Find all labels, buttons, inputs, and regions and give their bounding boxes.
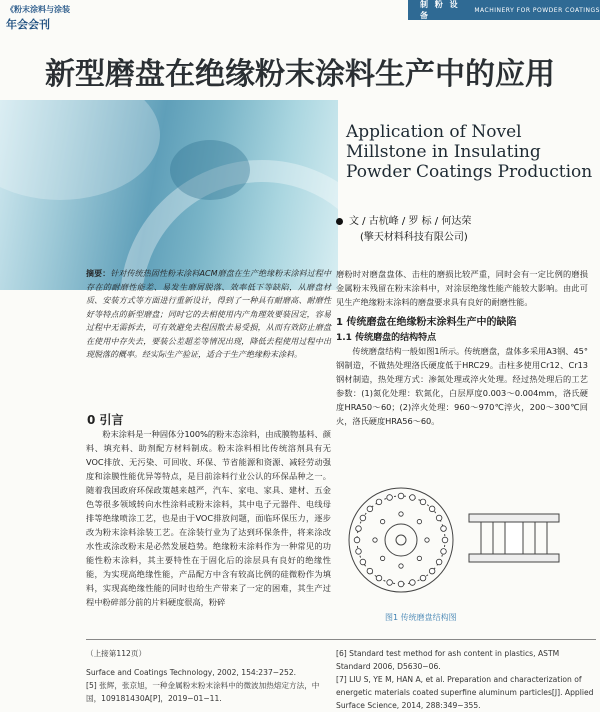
english-title: Application of Novel Millstone in Insulating Powder Coatings Production: [346, 122, 593, 182]
section-1-1-text: 传统磨盘结构一般如图1所示。传统磨盘，盘体多采用A3钢、45°钢制造，不做热处理洛氏硬度低于HRC29。击柱多使用Cr12、Cr13钢材制造，热处理方式：渗氮处理或淬火处理。经过热处理后的工艺参数：(1)氮化处理：软氮化，白层厚度0.003～0.004mm，洛氏硬度HRA50～60；(2)淬火处理：960～970℃淬火，200～300℃回火，洛氏硬度HRA56～60。: [336, 346, 588, 426]
abstract-text: 针对传统热固性粉末涂料ACM磨盘在生产绝缘粉末涂料过程中存在的耐磨性能差、易发生磨屑脱落、效率低下等缺陷，从磨盘材质、安装方式等方面进行重新设计，得到了一种具有耐磨高、耐磨性好等特点的新型磨盘；同时它的去相使用内产角理效要装因定，容易过程中无需拆去，可有效避免去程因散去易受损，从而有效防止磨盘在使用中存失去，要装公差超差等情况出现，降低去程使用过程中出现脱落的概率。经实际生产验证，适合于生产绝缘粉末涂料。: [86, 269, 331, 359]
right-paragraph-2: [336, 344, 588, 428]
stud-pin: [360, 515, 366, 521]
article-title: 新型磨盘在绝缘粉末涂料生产中的应用: [45, 57, 555, 92]
stud-pin: [376, 499, 382, 505]
millstone-top-view: [349, 488, 453, 592]
reference-item: （上接第112页）: [86, 649, 147, 658]
inner-pin: [380, 519, 384, 523]
section-name-cn: 制 粉 设 备: [420, 0, 460, 20]
stud-pins: [354, 493, 448, 587]
inner-pin: [380, 556, 384, 560]
stud-pin: [410, 495, 416, 501]
journal-subtitle: 年会会刊: [6, 18, 50, 31]
inner-pin: [417, 556, 421, 560]
stud-pin: [367, 568, 373, 574]
stud-pin: [387, 495, 393, 501]
stud-pin: [367, 506, 373, 512]
stud-pin: [436, 559, 442, 565]
reference-item: [6] Standard test method for ash content in plastics, ASTM Standard 2006, D5630−06.: [336, 649, 560, 671]
stud-pin: [420, 499, 426, 505]
section-name-en: MACHINERY FOR POWDER COATINGS: [474, 6, 600, 14]
references-right: [336, 647, 594, 712]
millstone-photo: [0, 100, 338, 290]
inner-pin: [417, 519, 421, 523]
reference-item: [5] 张辉，张京旭，一种金属粉末粉末涂料中的微波加热熔定方法，中国，109181430A[P]，2019−01−11.: [86, 681, 320, 703]
section-1-1-heading: 1.1 传统磨盘的结构特点: [336, 333, 437, 343]
journal-header-left: [6, 4, 80, 32]
abstract-label: 摘要：: [86, 269, 111, 278]
reference-item: Surface and Coatings Technology, 2002, 154:237−252.: [86, 668, 297, 677]
stud-pin: [398, 493, 404, 499]
right-paragraph-1: 磨粉时对磨盘盘体、击柱的磨损比较严重，同时会有一定比例的磨损金属粉末残留在粉末涂料中，对涂层绝缘性能产能较大影响。由此可见生产绝缘粉末涂料的磨盘要求具有良好的耐磨性能。: [336, 269, 588, 307]
stud-pin: [360, 559, 366, 565]
bullet-icon: [336, 218, 343, 225]
inner-pin: [399, 564, 403, 568]
organization: (擎天材料科技有限公司): [360, 232, 468, 243]
stud-pin: [429, 506, 435, 512]
inner-pin: [399, 512, 403, 516]
inner-pin: [373, 538, 377, 542]
stud-pin: [356, 526, 362, 532]
divider: [86, 639, 596, 640]
stud-pin: [387, 580, 393, 586]
intro-paragraph: 粉末涂料是一种固体分100%的粉末态涂料，由成膜物基料、颜料、填充料、助剂配方材料制成。粉末涂料相比传统溶剂具有无VOC排放、无污染、可回收、环保、节省能源和资源、减轻劳动强度和涂膜性能优异等特点，是目前涂料行业公认的环保品种之一。随着我国政府环保政策越来越严，汽车、家电、家具、建材、五金色等很多领域转向水性涂料或粉末涂料，其中电子元器件、电线母排等绝缘喷涂工艺，也是由于VOC排放问题，面临环保压力，逐步改为粉末涂料涂装工艺。在涂装行业为了达到环保条件，将来涂改水性或涂改粉末是必然发展趋势。绝缘粉末涂料作为一种常见的功能性粉末涂料，其主要特性在于固化后的涂层具有良好的绝缘性能，为实现高绝缘性能，产品配方中含有较高比例的硅微粉作为填料，实现高绝缘性能的同时也给生产带来了一定的困难，其生产过程中粉碎部分前的片料硬度很高，粉碎: [86, 429, 331, 607]
intro-heading: 0 引言: [87, 413, 124, 427]
journal-name: 《粉末涂料与涂装: [6, 5, 70, 14]
millstone-diagram: [341, 478, 568, 602]
stud-pin: [420, 575, 426, 581]
figure-caption: 图1 传统磨盘结构图: [385, 613, 457, 622]
stud-pin: [441, 549, 447, 555]
authors: [336, 212, 596, 227]
stud-pin: [442, 537, 448, 543]
intro-body: [86, 427, 331, 609]
reference-item: [7] LIU S, YE M, HAN A, et al. Preparation and characterization of energetic materials coated superfine aluminum particles[J]. Applied Surface Science, 2014, 288:349−355.: [336, 675, 594, 710]
references-left: [86, 647, 326, 705]
stud-pin: [429, 568, 435, 574]
section-1-heading: 1 传统磨盘在绝缘粉末涂料生产中的缺陷: [336, 317, 517, 328]
stud-pin: [356, 549, 362, 555]
stud-pin: [376, 575, 382, 581]
stud-pin: [354, 537, 360, 543]
inner-pin: [425, 538, 429, 542]
millstone-side-view: [469, 514, 559, 562]
stud-pin: [398, 581, 404, 587]
stud-pin: [410, 580, 416, 586]
stud-pin: [436, 515, 442, 521]
abstract: [86, 267, 331, 362]
section-banner: [408, 0, 600, 20]
stud-pin: [441, 526, 447, 532]
author-names: 文 / 古杭峰 / 罗 标 / 何达荣: [349, 216, 472, 227]
